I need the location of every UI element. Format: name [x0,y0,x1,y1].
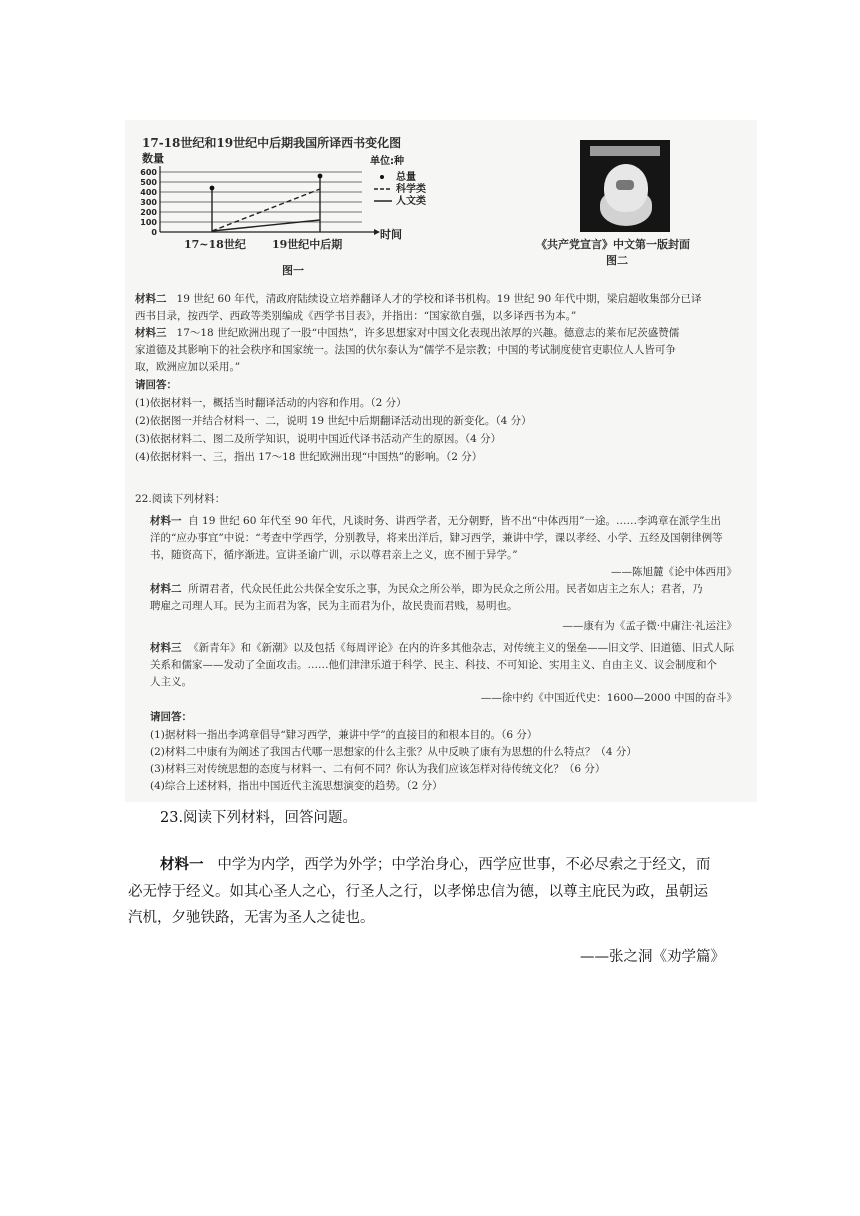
x-tick-label-2: 19世纪中后期 [272,238,343,251]
chart-title: 17-18世纪和19世纪中后期我国所译西书变化图 [142,136,402,150]
q21-m2-line2: 西书目录，按西学、西政等类别编成《西学书目表》，并指出：“国家欲自强，以多译西书为本。” [135,310,577,322]
q23-m1-label: 材料一 [160,856,204,873]
q22-material1 [150,513,721,530]
q22-ask: 请回答： [150,711,192,723]
q21-m3-line2: 家道德及其影响下的社会秩序和国家统一。法国的伏尔泰认为“儒学不是宗教；中国的考试制度使官吏职位人人皆可争 [135,344,676,356]
portrait-eyes [616,180,634,190]
chart-caption: 图一 [282,264,304,277]
y-tick-label: 0 [151,228,157,237]
total-point [210,186,215,191]
q22-m1-line1: 自 19 世纪 60 年代至 90 年代，凡谈时务、讲西学者，无分朝野，皆不出“中体西用”一途。……李鸿章在派学生出 [188,515,722,527]
q22-question-1: (1)据材料一指出李鸿章倡导“肄习西学，兼讲中学”的直接目的和根本目的。（6 分） [150,729,538,741]
q21-m3-line1: 17～18 世纪欧洲出现了一股“中国热”，许多思想家对中国文化表现出浓厚的兴趣。德意志的莱布尼茨盛赞儒 [176,327,680,339]
q22-m2-line1: 所谓君者，代众民任此公共保全安乐之事，为民众之所公举，即为民众之所公用。民者如店主之东人；君者，乃 [188,583,703,595]
q21-m2-label: 材料二 [135,293,167,305]
chart-ylabel: 数量 [142,152,164,165]
y-tick-label: 400 [140,188,157,197]
q22-m2-line2: 聘雇之司理人耳。民为主而君为客，民为主而君为仆，故民贵而君贱，易明也。 [150,600,518,612]
q22-material2 [150,581,703,598]
q22-m1-line3: 书，随资高下，循序渐进。宣讲圣谕广训，示以尊君亲上之义，庶不囿于异学。” [150,549,518,561]
chart-unit-label: 单位:种 [370,156,404,167]
q21-ask: 请回答： [135,379,177,391]
q21-material3 [135,325,679,342]
chart-xlabel: 时间 [380,228,402,241]
legend-label: 人文类 [396,196,426,207]
q21-m3-label: 材料三 [135,327,167,339]
cover-title-band [590,146,660,156]
science-series-line [212,189,320,231]
q22-title: 22.阅读下列材料： [135,493,226,505]
q22-m2-label: 材料二 [150,583,182,595]
q22-m1-line2: 洋的“应办事宜”中说：“考查中学西学，分别教导，将来出洋后，肄习西学，兼讲中学，课以孝经、小学、五经及国朝律例等 [150,532,723,544]
q22-material3 [150,640,734,657]
y-tick-label: 600 [140,168,157,177]
q21-question-4: (4)依据材料一、三，指出 17～18 世纪欧洲出现“中国热”的影响。（2 分） [135,451,483,463]
translation-chart [130,148,460,244]
x-tick-label-1: 17~18世纪 [184,238,246,251]
q23-line1: 中学为内学，西学为外学；中学治身心，西学应世事，不必尽索之于经文，而 [217,857,711,873]
q23-line3: 汽机，夕驰铁路，无害为圣人之徒也。 [128,910,375,926]
y-tick-label: 100 [140,218,157,227]
q22-question-2: (2)材料二中康有为阐述了我国古代哪一思想家的什么主张？从中反映了康有为思想的什么特点？（4 分） [150,746,637,758]
legend-label: 总量 [396,172,416,183]
q21-m2-line1: 19 世纪 60 年代，清政府陆续设立培养翻译人才的学校和译书机构。19 世纪 90 年代中期，梁启超收集部分已译 [176,293,702,305]
q21-m3-line3: 取，欧洲应加以采用。” [135,361,241,373]
legend-label: 科学类 [396,184,426,195]
q22-m2-source: ——康有为《孟子微·中庸注·礼运注》 [562,620,737,632]
q22-m1-source: ——陈旭麓《论中体西用》 [611,566,737,578]
q22-m3-source: ——徐中约《中国近代史：1600—2000 中国的奋斗》 [480,692,737,704]
y-tick-label: 200 [140,208,157,217]
total-point [318,174,323,179]
q22-m1-label: 材料一 [150,515,182,527]
q22-m3-label: 材料三 [150,642,182,654]
manifesto-cover-image [580,140,670,232]
q23-source: ——张之洞《劝学篇》 [580,949,725,965]
q21-question-3: (3)依据材料二、图二及所学知识，说明中国近代译书活动产生的原因。（4 分） [135,433,502,445]
q21-question-2: (2)依据图一并结合材料一、二，说明 19 世纪中后期翻译活动出现的新变化。（4 分） [135,415,532,427]
figure2-label: 图二 [606,254,628,267]
q22-m3-line3: 人主义。 [150,676,192,688]
q21-material2 [135,291,701,308]
q22-question-3: (3)材料三对传统思想的态度与材料一、二有何不同？你认为我们应该怎样对待传统文化？（6 分） [150,763,606,775]
q23-title: 23.阅读下列材料，回答问题。 [160,810,358,826]
q22-m3-line2: 关系和儒家——发动了全面攻击。……他们津津乐道于科学、民主、科技、不可知论、实用主义、自由主义、议会制度和个 [150,659,717,671]
q23-material1 [160,853,710,874]
q21-question-1: (1)依据材料一，概括当时翻译活动的内容和作用。（2 分） [135,397,407,409]
figure2-caption: 《共产党宣言》中文第一版封面 [536,238,690,251]
q22-question-4: (4)综合上述材料，指出中国近代主流思想演变的趋势。（2 分） [150,780,443,792]
q22-m3-line1: 《新青年》和《新潮》以及包括《每周评论》在内的许多其他杂志，对传统主义的堡垒——旧文学、旧道德、旧式人际 [188,642,735,654]
y-tick-label: 500 [140,178,157,187]
legend-marker [380,175,384,179]
y-tick-label: 300 [140,198,157,207]
q23-line2: 必无悖于经义。如其心圣人之心，行圣人之行，以孝悌忠信为德，以尊主庇民为政，虽朝运 [128,884,708,900]
